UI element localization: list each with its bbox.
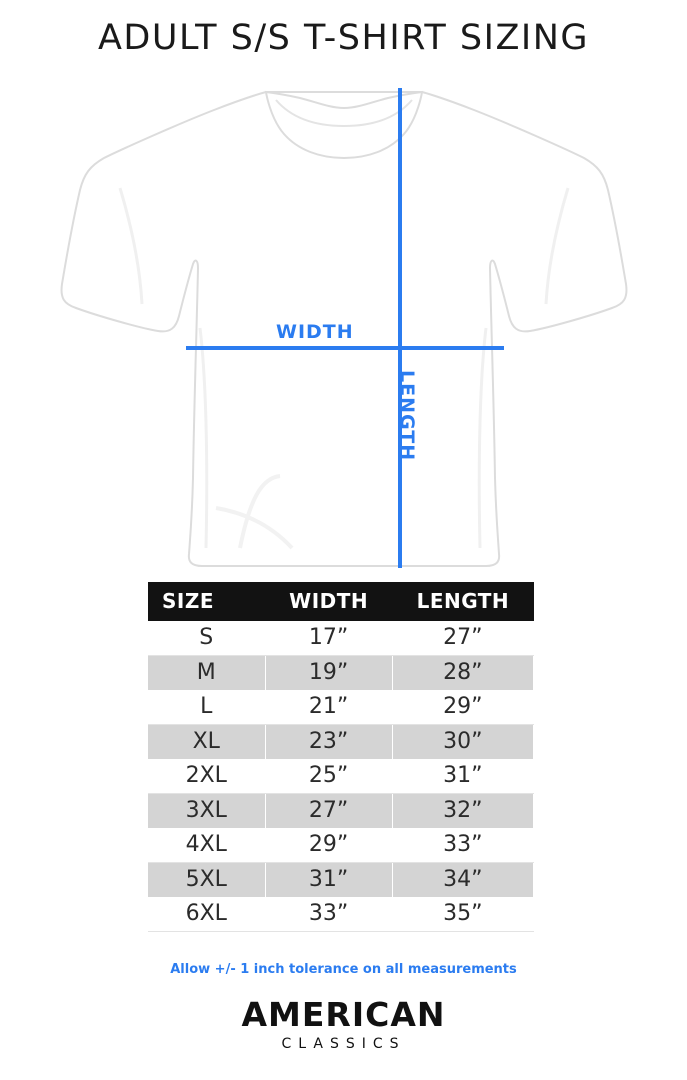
size-chart-table [148,582,534,932]
cell-size: S [148,621,265,656]
tshirt-diagram [0,78,687,568]
cell-size: 5XL [148,863,265,898]
cell-width: 27” [265,794,392,829]
cell-size: L [148,690,265,725]
table-row [148,794,534,829]
cell-length: 31” [392,759,533,794]
cell-length: 29” [392,690,533,725]
column-header-width: WIDTH [265,582,392,621]
cell-length: 33” [392,828,533,863]
table-row [148,656,534,691]
cell-size: XL [148,725,265,760]
cell-length: 27” [392,621,533,656]
column-header-length: LENGTH [392,582,533,621]
cell-width: 31” [265,863,392,898]
table-row [148,690,534,725]
tolerance-note: Allow +/- 1 inch tolerance on all measurements [170,962,517,977]
cell-length: 35” [392,897,533,932]
cell-width: 17” [265,621,392,656]
page-title: ADULT S/S T-SHIRT SIZING [97,18,590,58]
cell-length: 32” [392,794,533,829]
table-header-row [148,582,534,621]
cell-size: 3XL [148,794,265,829]
cell-width: 21” [265,690,392,725]
cell-size: 2XL [148,759,265,794]
column-header-size: SIZE [148,582,265,621]
width-label: WIDTH [276,321,354,343]
cell-width: 25” [265,759,392,794]
table-row [148,897,534,932]
table-row [148,828,534,863]
cell-length: 34” [392,863,533,898]
cell-length: 28” [392,656,533,691]
width-measure-line [186,346,504,350]
brand-name: AMERICAN [241,995,446,1034]
length-label: LENGTH [396,370,418,462]
table-row [148,759,534,794]
cell-width: 33” [265,897,392,932]
cell-width: 19” [265,656,392,691]
table-row [148,863,534,898]
length-measure-line [398,88,402,568]
cell-size: 4XL [148,828,265,863]
cell-length: 30” [392,725,533,760]
brand-subtitle: CLASSICS [281,1036,406,1052]
cell-size: M [148,656,265,691]
table-row [148,621,534,656]
cell-width: 29” [265,828,392,863]
cell-width: 23” [265,725,392,760]
cell-size: 6XL [148,897,265,932]
table-row [148,725,534,760]
